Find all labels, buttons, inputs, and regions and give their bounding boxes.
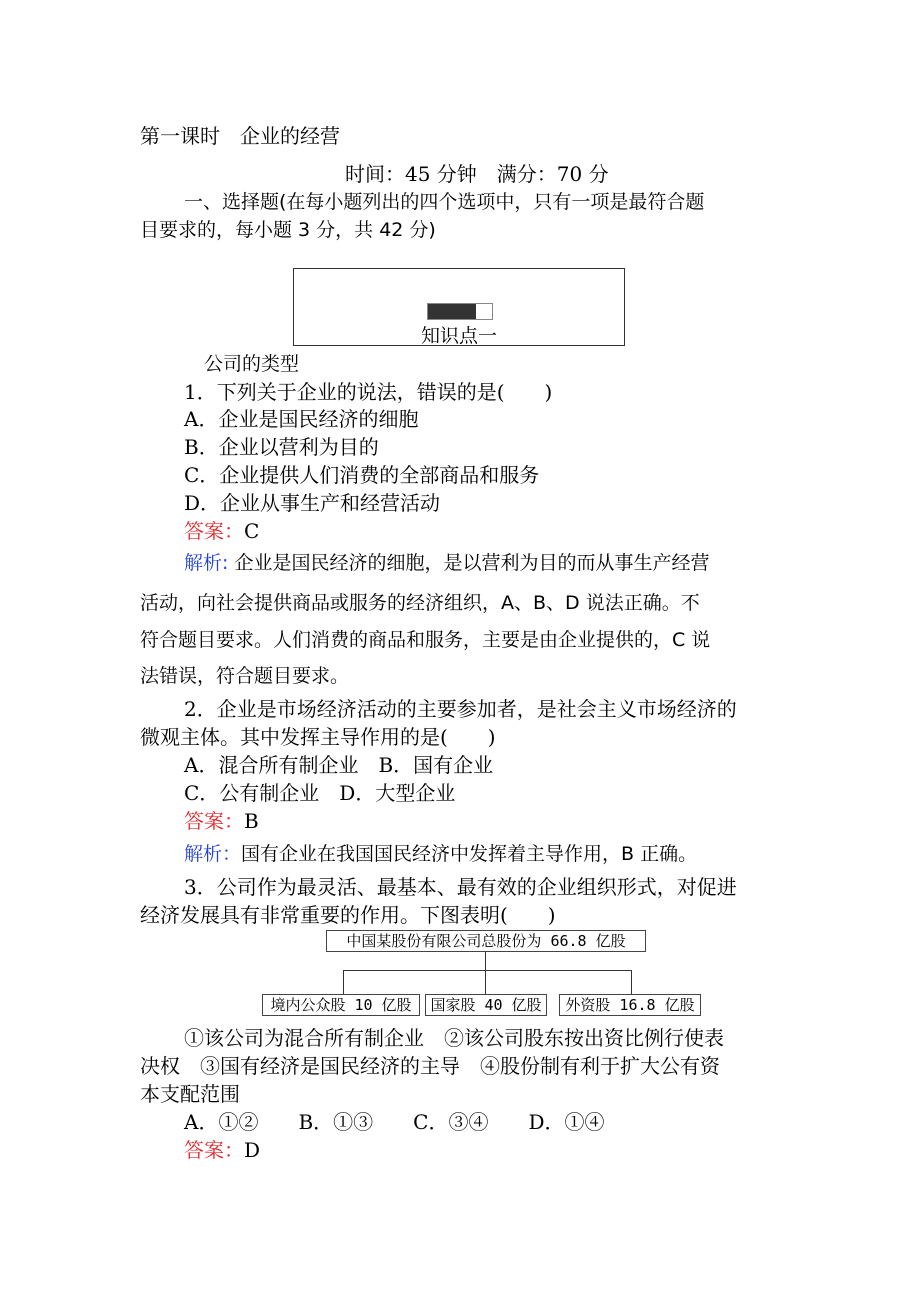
lesson-title: 第一课时 企业的经营 — [140, 124, 340, 148]
knowledge-point-progress-bar — [427, 303, 493, 320]
analysis-text: 国有企业在我国国民经济中发挥着主导作用，B 正确。 — [241, 843, 698, 865]
q3-options: A．①② B．①③ C．③④ D．①④ — [184, 1110, 605, 1134]
q2-options-row1: A．混合所有制企业 B．国有企业 — [184, 753, 494, 777]
diagram-connector — [631, 970, 632, 994]
q1-analysis-line2: 活动，向社会提供商品或服务的经济组织，A、B、D 说法正确。不 — [140, 592, 700, 614]
q2-analysis — [184, 840, 697, 868]
diagram-connector — [485, 952, 486, 970]
q1-option-d: D．企业从事生产和经营活动 — [184, 491, 441, 515]
q3-stem-line1: 3．公司作为最灵活、最基本、最有效的企业组织形式，对促进 — [184, 875, 737, 899]
diagram-connector — [343, 970, 344, 994]
q2-stem-line2: 微观主体。其中发挥主导作用的是( ) — [140, 725, 496, 749]
answer-label: 答案： — [184, 519, 244, 543]
section-heading-line1: 一、选择题(在每小题列出的四个选项中，只有一项是最符合题 — [184, 191, 705, 213]
analysis-label: 解析: — [184, 552, 229, 574]
q1-option-a: A．企业是国民经济的细胞 — [184, 407, 419, 431]
diagram-child-box: 国家股 40 亿股 — [425, 994, 547, 1016]
q1-analysis-line1 — [184, 549, 709, 577]
q3-stem-line2: 经济发展具有非常重要的作用。下图表明( ) — [140, 903, 556, 927]
q1-analysis-line4: 法错误，符合题目要求。 — [140, 665, 350, 687]
answer-label: 答案： — [184, 1138, 244, 1162]
time-score: 时间：45 分钟 满分：70 分 — [345, 162, 609, 186]
q2-stem-line1: 2．企业是市场经济活动的主要参加者，是社会主义市场经济的 — [184, 697, 737, 721]
q3-answer — [184, 1136, 260, 1164]
answer-value: D — [244, 1138, 261, 1162]
answer-label: 答案： — [184, 809, 244, 833]
q1-option-c: C．企业提供人们消费的全部商品和服务 — [184, 463, 540, 487]
q2-options-row2: C．公有制企业 D．大型企业 — [184, 781, 456, 805]
q1-answer — [184, 517, 259, 545]
q3-statement-line1: ①该公司为混合所有制企业 ②该公司股东按出资比例行使表 — [184, 1026, 724, 1050]
answer-value: C — [244, 519, 260, 543]
q1-option-b: B．企业以营利为目的 — [184, 435, 379, 459]
q1-stem: 1．下列关于企业的说法，错误的是( ) — [184, 380, 553, 404]
knowledge-point-topic: 公司的类型 — [204, 353, 300, 375]
diagram-connector — [343, 970, 631, 971]
knowledge-point-box — [293, 268, 625, 346]
diagram-connector — [485, 970, 486, 994]
q1-analysis-line3: 符合题目要求。人们消费的商品和服务，主要是由企业提供的，C 说 — [140, 629, 711, 651]
q3-statement-line2: 决权 ③国有经济是国民经济的主导 ④股份制有利于扩大公有资 — [140, 1054, 720, 1078]
analysis-label: 解析： — [184, 843, 242, 865]
analysis-text: 企业是国民经济的细胞，是以营利为目的而从事生产经营 — [234, 552, 710, 574]
diagram-child-box: 外资股 16.8 亿股 — [559, 994, 701, 1016]
answer-value: B — [244, 809, 259, 833]
diagram-top-box: 中国某股份有限公司总股份为 66.8 亿股 — [326, 930, 646, 952]
q2-answer — [184, 807, 259, 835]
q3-statement-line3: 本支配范围 — [140, 1082, 240, 1106]
knowledge-point-label: 知识点一 — [420, 325, 497, 347]
section-heading-line2: 目要求的，每小题 3 分，共 42 分) — [140, 219, 436, 241]
diagram-child-box: 境内公众股 10 亿股 — [262, 994, 420, 1016]
progress-fill — [428, 304, 476, 319]
